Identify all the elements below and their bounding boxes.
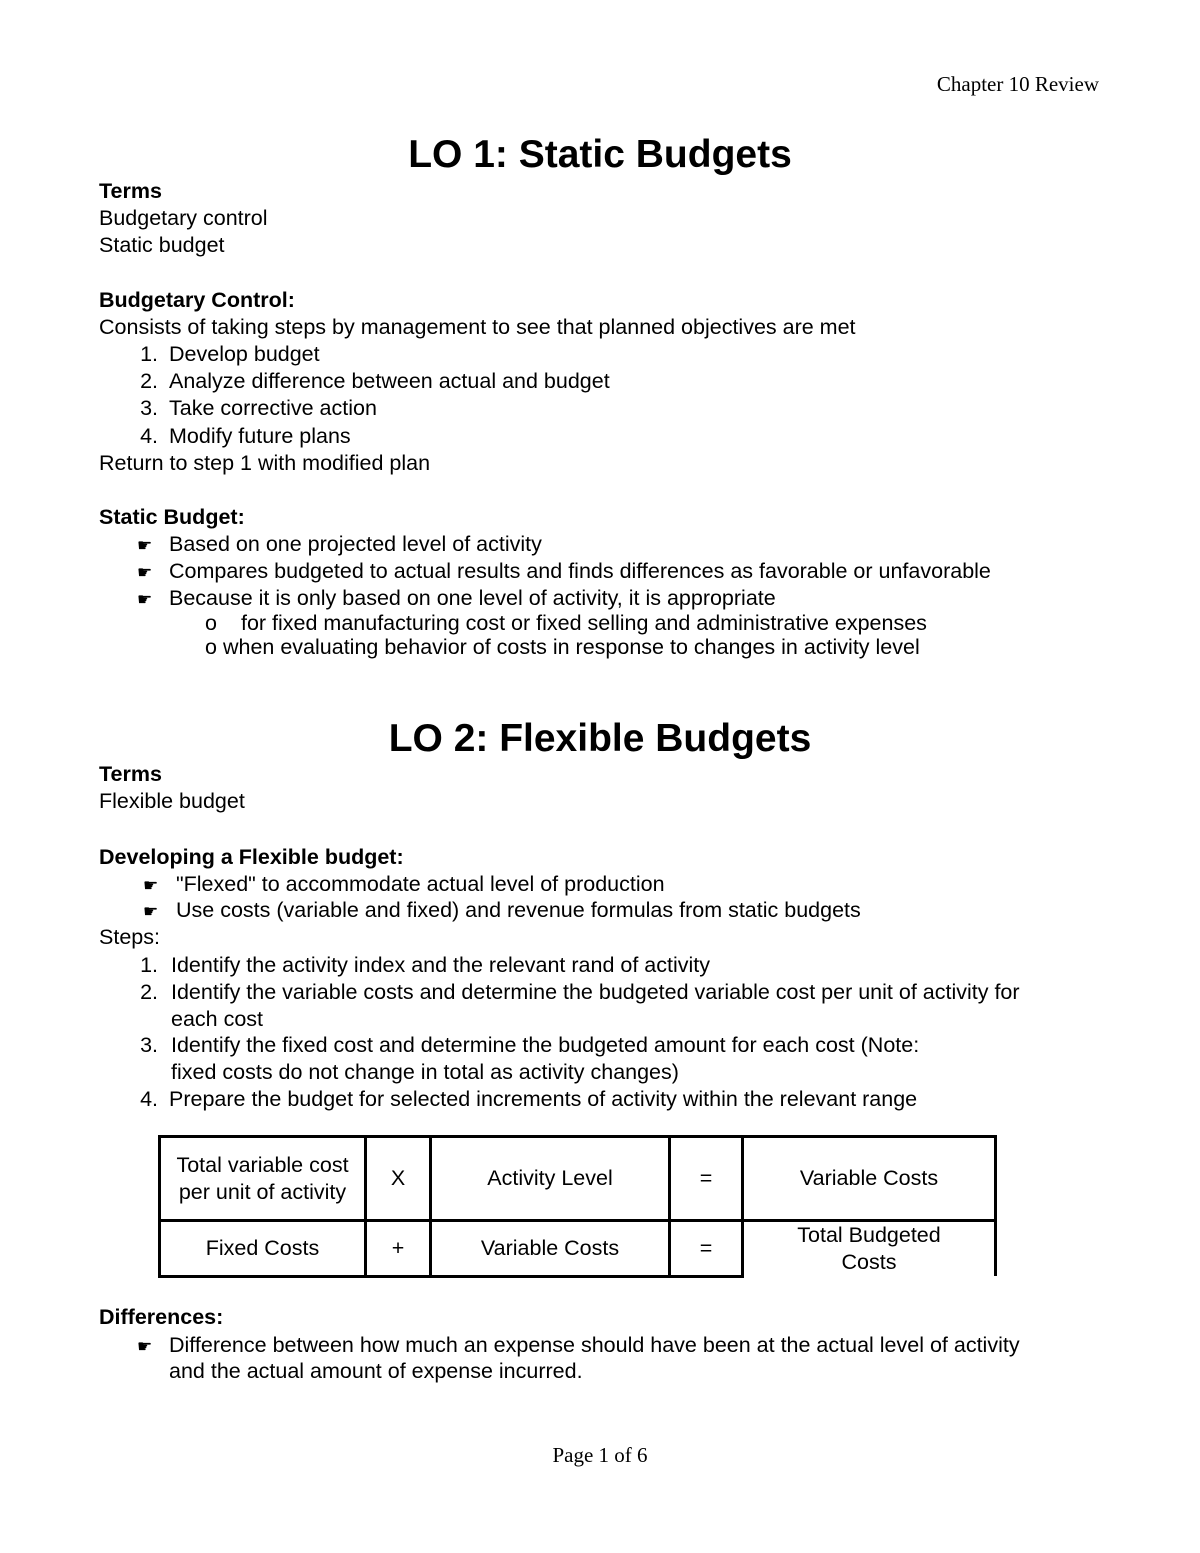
table-cell: Activity Level xyxy=(431,1137,670,1221)
lo2-term: Flexible budget xyxy=(99,789,245,813)
list-item-continuation: fixed costs do not change in total as activity changes) xyxy=(171,1060,679,1084)
table-cell: + xyxy=(366,1221,431,1277)
list-item: ☛ Because it is only based on one level of activity, it is appropriate xyxy=(137,585,776,613)
lo1-term: Budgetary control xyxy=(99,206,268,230)
steps-label: Steps: xyxy=(99,925,160,949)
lo1-terms-heading: Terms xyxy=(99,179,162,203)
budgetary-control-return: Return to step 1 with modified plan xyxy=(99,451,431,475)
list-item: 3. Take corrective action xyxy=(140,396,377,420)
table-row xyxy=(160,1221,996,1277)
hand-pointer-icon: ☛ xyxy=(143,876,159,895)
circle-o-icon: o xyxy=(205,611,217,635)
list-item: ☛ "Flexed" to accommodate actual level of production xyxy=(143,871,665,899)
table-cell: Total variable cost per unit of activity xyxy=(160,1137,366,1221)
list-item-continuation: each cost xyxy=(171,1007,264,1031)
page-header: Chapter 10 Review xyxy=(936,72,1099,96)
circle-o-icon: o xyxy=(205,635,217,659)
list-item: 3. Identify the fixed cost and determine the budgeted amount for each cost (Note: xyxy=(140,1033,920,1057)
budgetary-control-intro: Consists of taking steps by management to see that planned objectives are met xyxy=(99,315,856,339)
hand-pointer-icon: ☛ xyxy=(137,590,153,609)
static-budget-heading: Static Budget: xyxy=(99,505,245,529)
table-row xyxy=(160,1137,996,1221)
list-item: 1. Identify the activity index and the relevant rand of activity xyxy=(140,953,710,977)
hand-pointer-icon: ☛ xyxy=(137,563,153,582)
lo1-term: Static budget xyxy=(99,233,225,257)
list-item: 1. Develop budget xyxy=(140,342,320,366)
list-item-continuation: and the actual amount of expense incurred. xyxy=(169,1359,583,1383)
list-item: 4. Prepare the budget for selected increments of activity within the relevant range xyxy=(140,1087,918,1111)
table-cell: X xyxy=(366,1137,431,1221)
table-cell: Total Budgeted Costs xyxy=(743,1221,996,1277)
page-footer: Page 1 of 6 xyxy=(552,1443,648,1467)
list-item: ☛ Difference between how much an expense should have been at the actual level of activity xyxy=(137,1332,1020,1360)
table-cell: Variable Costs xyxy=(431,1221,670,1277)
list-item: 4. Modify future plans xyxy=(140,424,351,448)
table-cell: = xyxy=(670,1221,743,1277)
list-item: ☛ Based on one projected level of activity xyxy=(137,531,542,559)
list-item: 2. Identify the variable costs and determine the budgeted variable cost per unit of activity for xyxy=(140,980,1020,1004)
list-item: ☛ Use costs (variable and fixed) and revenue formulas from static budgets xyxy=(143,897,861,925)
hand-pointer-icon: ☛ xyxy=(137,1337,153,1356)
lo2-terms-heading: Terms xyxy=(99,762,162,786)
flexible-budget-formula-table xyxy=(158,1135,997,1278)
sub-list-item: o when evaluating behavior of costs in response to changes in activity level xyxy=(205,635,920,659)
sub-list-item: o for fixed manufacturing cost or fixed selling and administrative expenses xyxy=(205,611,927,635)
lo2-title: LO 2: Flexible Budgets xyxy=(388,717,812,760)
list-item: ☛ Compares budgeted to actual results and finds differences as favorable or unfavorable xyxy=(137,558,991,586)
table-cell: Variable Costs xyxy=(743,1137,996,1221)
developing-flexible-heading: Developing a Flexible budget: xyxy=(99,845,404,869)
differences-heading: Differences: xyxy=(99,1305,224,1329)
table-cell: = xyxy=(670,1137,743,1221)
budgetary-control-heading: Budgetary Control: xyxy=(99,288,295,312)
lo1-title: LO 1: Static Budgets xyxy=(408,133,792,176)
hand-pointer-icon: ☛ xyxy=(137,536,153,555)
hand-pointer-icon: ☛ xyxy=(143,902,159,921)
list-item: 2. Analyze difference between actual and budget xyxy=(140,369,610,393)
table-cell: Fixed Costs xyxy=(160,1221,366,1277)
